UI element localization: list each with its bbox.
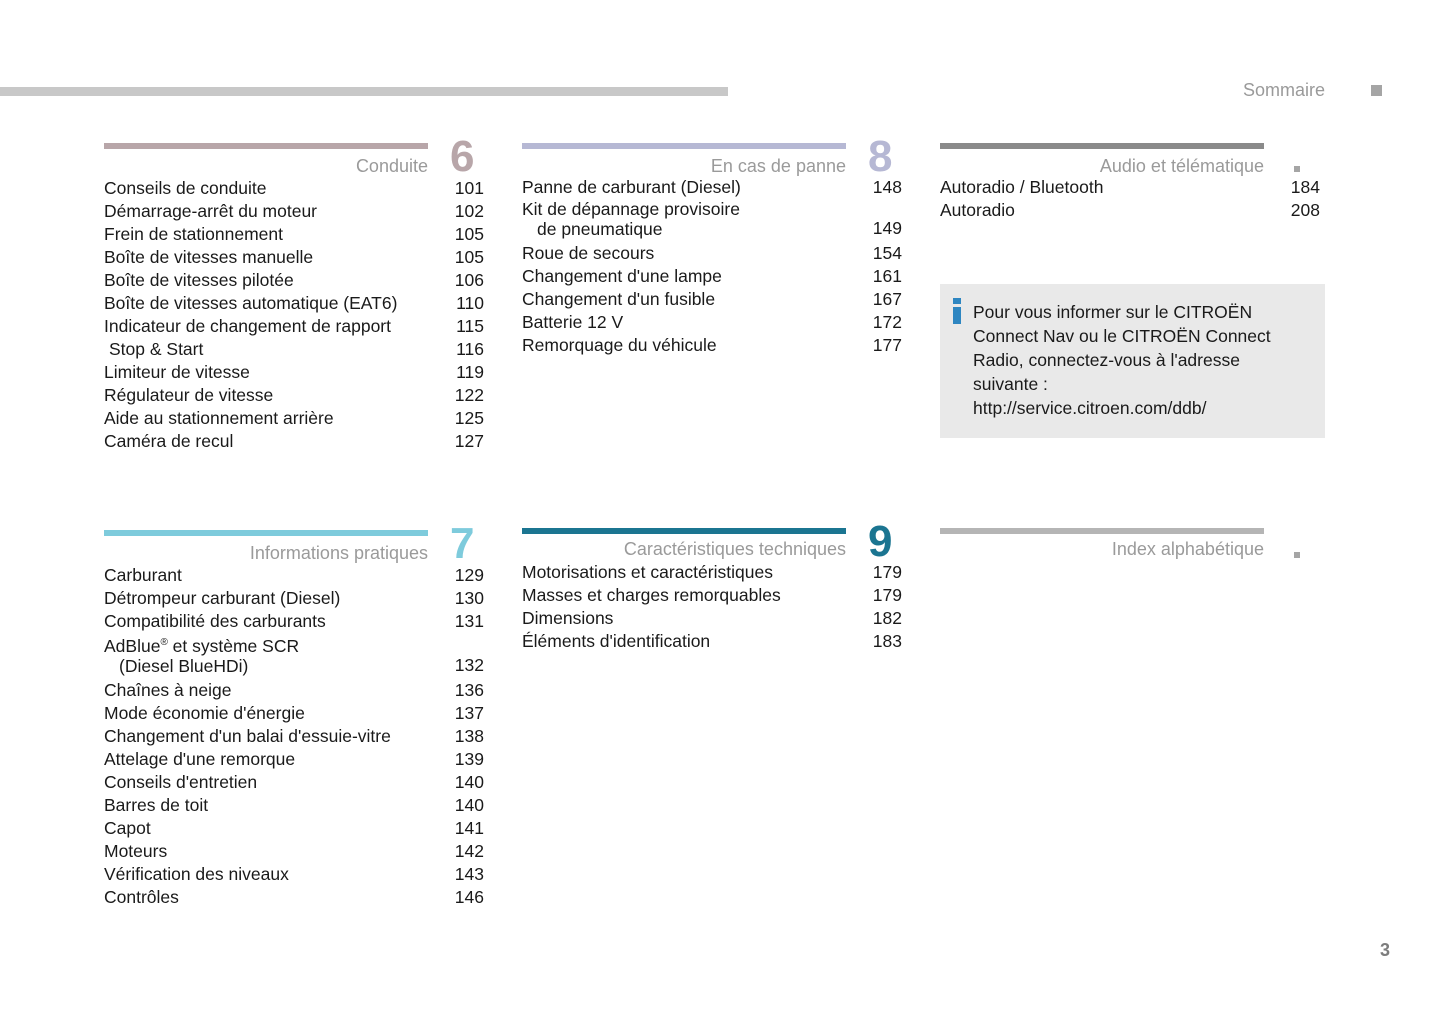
toc-entry[interactable]: Conseils d'entretien 140 xyxy=(104,771,484,792)
toc-entry[interactable]: Détrompeur carburant (Diesel) 130 xyxy=(104,588,484,608)
page-title: Sommaire xyxy=(1242,80,1325,100)
toc-entry[interactable]: Changement d'un fusible 167 xyxy=(522,289,902,309)
toc-entry[interactable]: Frein de stationnement 105 xyxy=(104,224,484,244)
section-title: En cas de panne xyxy=(710,156,846,176)
toc-entry[interactable]: Panne de carburant (Diesel) 148 xyxy=(522,177,902,197)
toc-entry[interactable]: Motorisations et caractéristiques 179 xyxy=(522,562,902,582)
toc-entry[interactable]: Moteurs 142 xyxy=(104,840,484,861)
toc-entry[interactable]: Batterie 12 V 172 xyxy=(522,312,902,332)
section-bar xyxy=(522,143,846,149)
top-rule-left xyxy=(0,87,56,96)
toc-entry[interactable]: Régulateur de vitesse 122 xyxy=(104,385,484,405)
toc-entry[interactable]: Éléments d'identification 183 xyxy=(522,631,902,651)
toc-entry[interactable]: Masses et charges remorquables 179 xyxy=(522,585,902,605)
section-number: 9 xyxy=(868,517,893,566)
toc-entry[interactable]: Contrôles 146 xyxy=(104,886,484,907)
toc-entry[interactable]: Autoradio 208 xyxy=(940,200,1320,220)
toc-entry[interactable]: Changement d'un balai d'essuie-vitre 138 xyxy=(104,725,484,746)
section-bar xyxy=(940,143,1264,149)
toc-entry[interactable]: Conseils de conduite 101 xyxy=(104,178,484,198)
section-dot xyxy=(1294,166,1300,172)
section-bar xyxy=(104,143,428,149)
toc-entry[interactable]: Mode économie d'énergie 137 xyxy=(104,702,484,723)
section-bar xyxy=(940,528,1264,534)
entry-list xyxy=(104,564,484,909)
section-title: Audio et télématique xyxy=(1099,156,1264,176)
section-title: Conduite xyxy=(355,156,428,176)
toc-entry[interactable]: Compatibilité des carburants 131 xyxy=(104,611,484,631)
section-number: 7 xyxy=(450,519,475,568)
toc-entry[interactable]: Indicateur de changement de rapport 115 xyxy=(104,316,484,336)
section-dot xyxy=(1294,552,1300,558)
toc-entry[interactable]: Autoradio / Bluetooth 184 xyxy=(940,177,1320,197)
toc-entry[interactable]: Barres de toit 140 xyxy=(104,794,484,815)
toc-entry[interactable]: Remorquage du véhicule 177 xyxy=(522,335,902,355)
toc-entry[interactable]: Carburant 129 xyxy=(104,565,484,585)
toc-entry[interactable]: Kit de dépannage provisoire de pneumatique 149 xyxy=(522,199,902,239)
toc-entry[interactable]: Démarrage-arrêt du moteur 102 xyxy=(104,201,484,221)
toc-entry[interactable]: Attelage d'une remorque 139 xyxy=(104,748,484,769)
toc-entry[interactable]: Limiteur de vitesse 119 xyxy=(104,362,484,382)
section-title: Informations pratiques xyxy=(249,543,428,563)
toc-entry[interactable]: Stop & Start 116 xyxy=(109,339,484,359)
info-box xyxy=(940,284,1325,438)
toc-entry[interactable]: Boîte de vitesses pilotée 106 xyxy=(104,270,484,290)
entry-list xyxy=(104,177,484,453)
toc-entry[interactable]: Dimensions 182 xyxy=(522,608,902,628)
toc-entry[interactable]: Boîte de vitesses manuelle 105 xyxy=(104,247,484,267)
toc-entry[interactable]: Aide au stationnement arrière 125 xyxy=(104,408,484,428)
toc-entry[interactable]: Vérification des niveaux 143 xyxy=(104,863,484,884)
info-text: Pour vous informer sur le CITROËN Connect Nav ou le CITROËN Connect Radio, connectez-vous à l'adresse suivante : http://service.citroen.com/ddb/ xyxy=(973,300,1313,420)
entry-list xyxy=(940,176,1320,222)
section-bar xyxy=(522,528,846,534)
top-rule xyxy=(56,87,728,96)
section-title: Caractéristiques techniques xyxy=(623,539,846,559)
section-title[interactable]: Index alphabétique xyxy=(1111,539,1264,559)
toc-entry[interactable]: AdBlue® et système SCR (Diesel BlueHDi) 132 xyxy=(104,635,484,676)
toc-entry[interactable]: Boîte de vitesses automatique (EAT6) 110 xyxy=(104,293,484,313)
entry-list xyxy=(522,176,902,357)
section-number: 6 xyxy=(450,132,475,181)
info-icon xyxy=(952,298,962,324)
section-number: 8 xyxy=(868,132,893,181)
entry-list xyxy=(522,561,902,653)
info-link[interactable]: http://service.citroen.com/ddb/ xyxy=(973,398,1207,418)
toc-entry[interactable]: Chaînes à neige 136 xyxy=(104,679,484,700)
toc-entry[interactable]: Capot 141 xyxy=(104,817,484,838)
header-square-mark xyxy=(1371,85,1382,96)
toc-entry[interactable]: Changement d'une lampe 161 xyxy=(522,266,902,286)
toc-entry[interactable]: Caméra de recul 127 xyxy=(104,431,484,451)
toc-entry[interactable]: Roue de secours 154 xyxy=(522,243,902,263)
section-bar xyxy=(104,530,428,536)
page-number: 3 xyxy=(1379,940,1390,960)
